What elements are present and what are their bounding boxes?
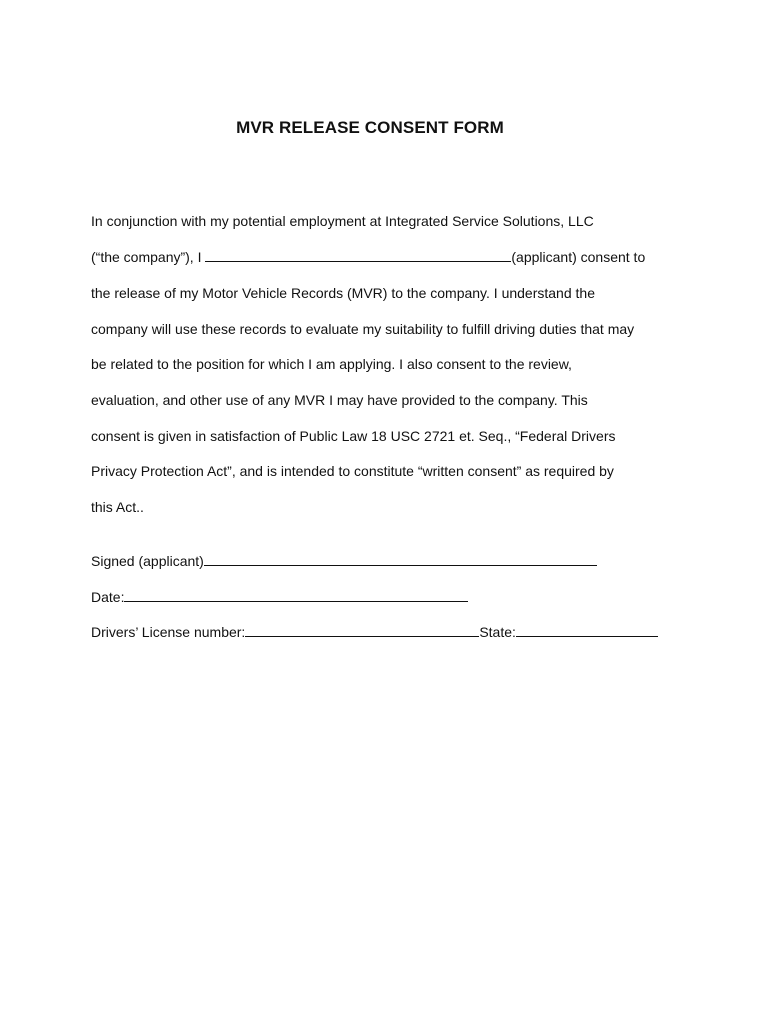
license-label: Drivers’ License number: — [91, 624, 246, 640]
date-blank[interactable] — [124, 589, 468, 602]
state-label: State: — [479, 624, 516, 640]
paragraph-line-5: be related to the position for which I am applying. I also consent to the review, — [91, 356, 572, 372]
paragraph-line-6: evaluation, and other use of any MVR I may have provided to the company. This — [91, 392, 588, 408]
document-title: MVR RELEASE CONSENT FORM — [236, 118, 504, 137]
paragraph-line-4: company will use these records to evaluate my suitability to fulfill driving duties that may — [91, 321, 635, 337]
license-number-blank[interactable] — [245, 624, 479, 637]
license-row — [91, 623, 658, 641]
applicant-name-blank[interactable] — [205, 249, 511, 262]
paragraph-line-8: Privacy Protection Act”, and is intended to constitute “written consent” as required by — [91, 463, 614, 479]
paragraph-line-3: the release of my Motor Vehicle Records (MVR) to the company. I understand the — [91, 285, 595, 301]
signed-label: Signed (applicant) — [91, 553, 204, 569]
signature-blank[interactable] — [204, 553, 597, 566]
state-blank[interactable] — [516, 624, 658, 637]
paragraph-line-1: In conjunction with my potential employment at Integrated Service Solutions, LLC — [91, 213, 594, 229]
applicant-prefix-text: (“the company”), I — [91, 249, 202, 265]
applicant-suffix-text: (applicant) consent to — [511, 249, 646, 265]
signed-row — [91, 552, 597, 570]
paragraph-line-9: this Act.. — [91, 499, 144, 515]
date-label: Date: — [91, 589, 125, 605]
paragraph-line-7: consent is given in satisfaction of Public Law 18 USC 2721 et. Seq., “Federal Drivers — [91, 428, 616, 444]
paragraph-line-2 — [91, 248, 645, 266]
date-row — [91, 588, 468, 606]
